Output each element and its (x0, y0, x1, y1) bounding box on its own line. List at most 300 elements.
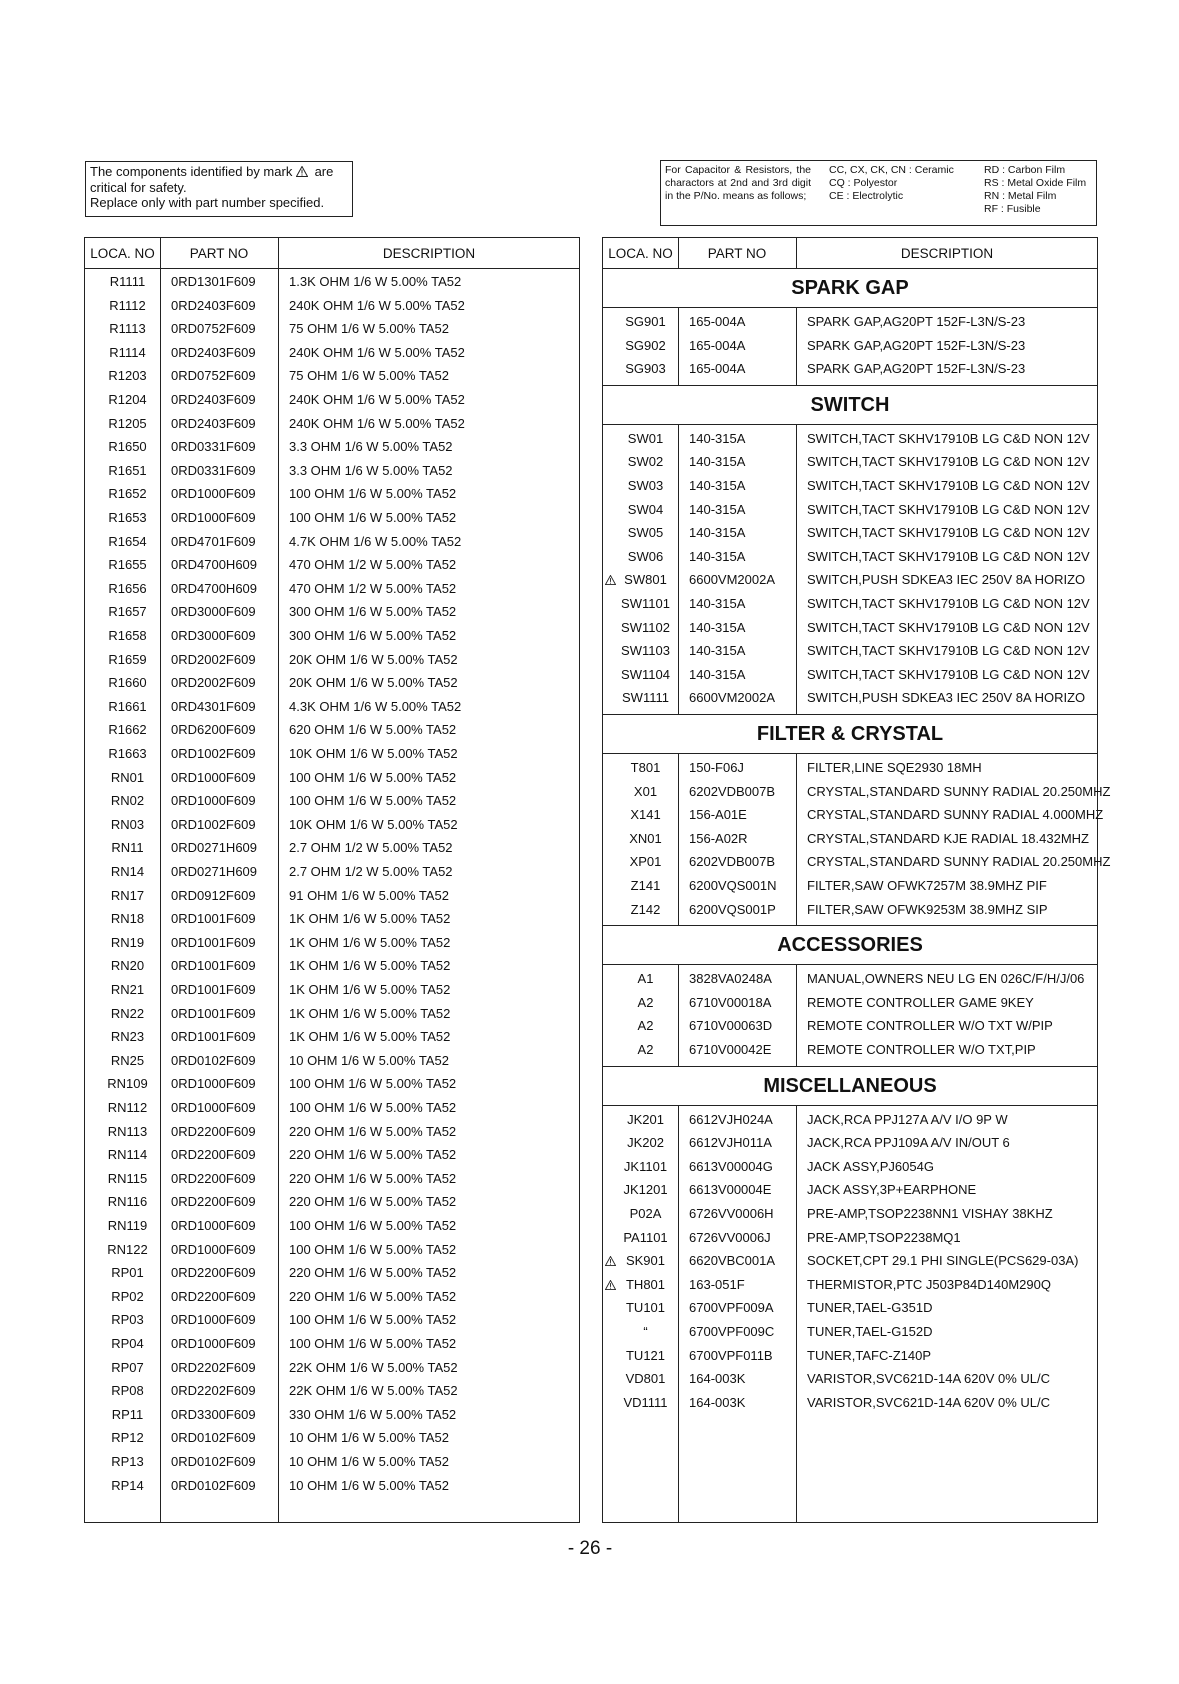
description: CRYSTAL,STANDARD SUNNY RADIAL 20.250MHZ (807, 783, 1111, 799)
loca-no: RN119 (107, 1218, 148, 1233)
description: 1K OHM 1/6 W 5.00% TA52 (289, 982, 451, 997)
table-row (85, 1285, 579, 1309)
part-no: 0RD1301F609 (171, 274, 256, 289)
table-row (85, 506, 579, 530)
loca-no: SK901 (625, 1253, 666, 1269)
table-row (603, 991, 1097, 1015)
description: 100 OHM 1/6 W 5.00% TA52 (289, 1312, 457, 1328)
loca-no: RP03 (111, 1312, 144, 1328)
part-no: 0RD1001F609 (171, 982, 256, 997)
loca-no: R1655 (108, 557, 147, 573)
description: 100 OHM 1/6 W 5.00% TA52 (289, 486, 457, 502)
part-no: 0RD3000F609 (171, 628, 256, 643)
description: 3.3 OHM 1/6 W 5.00% TA52 (289, 439, 453, 455)
part-no: 0RD2002F609 (171, 675, 256, 691)
description: CRYSTAL,STANDARD SUNNY RADIAL 20.250MHZ (807, 854, 1111, 870)
description: VARISTOR,SVC621D-14A 620V 0% UL/C (807, 1371, 1051, 1387)
loca-no: R1661 (108, 698, 147, 714)
part-no: 0RD4301F609 (171, 698, 256, 714)
table-row (603, 545, 1097, 569)
table-row (603, 1391, 1097, 1415)
legend-intro: For Capacitor & Resistors, the charactors at 2nd and 3rd digit in the P/No. means as follows; (665, 164, 811, 202)
part-no: 6200VQS001P (689, 901, 776, 917)
table-row (85, 718, 579, 742)
parts-table-left (84, 237, 580, 1523)
table-row (603, 1014, 1097, 1038)
loca-no: RN11 (111, 840, 144, 856)
table-row (85, 412, 579, 436)
loca-no: SW1111 (622, 690, 669, 706)
table-row (85, 954, 579, 978)
part-no: 0RD1002F609 (171, 816, 256, 832)
description: 1K OHM 1/6 W 5.00% TA52 (289, 1005, 451, 1021)
loca-no: R1650 (108, 439, 147, 455)
loca-no: R1112 (109, 297, 146, 313)
part-no: 140-315A (689, 525, 746, 541)
loca-no: RP14 (111, 1477, 144, 1493)
loca-no: Z141 (630, 878, 661, 893)
table-row (603, 1273, 1097, 1297)
description: 10 OHM 1/6 W 5.00% TA52 (289, 1052, 449, 1068)
part-no: 150-F06J (689, 760, 744, 775)
description: 220 OHM 1/6 W 5.00% TA52 (289, 1123, 457, 1139)
table-row (85, 836, 579, 860)
description: 75 OHM 1/6 W 5.00% TA52 (289, 321, 449, 337)
legend-item: CQ : Polyestor (829, 177, 898, 189)
part-no: 0RD1001F609 (171, 911, 256, 927)
loca-no: VD1111 (623, 1394, 668, 1410)
table-row (85, 671, 579, 695)
description: 220 OHM 1/6 W 5.00% TA52 (289, 1147, 457, 1163)
table-row (603, 1296, 1097, 1320)
part-no: 0RD0752F609 (171, 321, 256, 337)
part-no: 6710V00042E (689, 1042, 772, 1057)
part-no: 0RD1001F609 (171, 1005, 256, 1021)
table-row (85, 341, 579, 365)
part-no: 0RD1000F609 (171, 510, 256, 525)
loca-no: SW01 (627, 430, 664, 446)
description: 10K OHM 1/6 W 5.00% TA52 (289, 816, 458, 832)
part-no: 6710V00063D (689, 1018, 773, 1034)
description: SPARK GAP,AG20PT 152F-L3N/S-23 (807, 337, 1026, 353)
safety-note-line1 (90, 164, 348, 180)
part-no: 0RD0752F609 (171, 368, 256, 384)
loca-no: RN113 (107, 1123, 148, 1139)
header-description: DESCRIPTION (382, 246, 476, 261)
table-row (85, 1167, 579, 1191)
description: 4.7K OHM 1/6 W 5.00% TA52 (289, 533, 462, 549)
table-row (603, 568, 1097, 592)
part-no: 164-003K (689, 1371, 746, 1387)
description: 220 OHM 1/6 W 5.00% TA52 (289, 1170, 457, 1186)
loca-no: R1658 (108, 628, 147, 643)
description: 1K OHM 1/6 W 5.00% TA52 (289, 958, 451, 974)
part-no: 0RD1001F609 (171, 934, 256, 950)
table-row (85, 1474, 579, 1498)
description: 100 OHM 1/6 W 5.00% TA52 (289, 769, 457, 785)
description: FILTER,LINE SQE2930 18MH (807, 760, 982, 775)
loca-no: X141 (630, 807, 661, 823)
part-no: 0RD1000F609 (171, 1312, 256, 1328)
description: CRYSTAL,STANDARD KJE RADIAL 18.432MHZ (807, 830, 1089, 846)
description: SWITCH,TACT SKHV17910B LG C&D NON 12V (807, 596, 1090, 611)
description: VARISTOR,SVC621D-14A 620V 0% UL/C (807, 1394, 1051, 1410)
loca-no: RN109 (107, 1076, 148, 1092)
description: 22K OHM 1/6 W 5.00% TA52 (289, 1359, 458, 1375)
loca-no: XN01 (629, 830, 662, 846)
header-part-no: PART NO (189, 246, 249, 261)
loca-no: PA1101 (623, 1229, 668, 1245)
description: JACK ASSY,3P+EARPHONE (807, 1182, 977, 1198)
loca-no: A2 (637, 994, 654, 1010)
loca-no: R1662 (108, 722, 147, 738)
description: PRE-AMP,TSOP2238MQ1 (807, 1229, 961, 1245)
table-row (603, 898, 1097, 922)
part-no: 140-315A (689, 666, 746, 682)
loca-no: TU121 (625, 1347, 666, 1363)
safety-note-text: The components identified by mark (90, 164, 293, 179)
header-description: DESCRIPTION (900, 246, 994, 261)
part-no: 0RD1000F609 (171, 769, 256, 785)
part-no: 6620VBC001A (689, 1253, 776, 1269)
safety-note-line3: Replace only with part number specified. (90, 195, 325, 210)
description: SWITCH,PUSH SDKEA3 IEC 250V 8A HORIZO (807, 572, 1086, 588)
description: 240K OHM 1/6 W 5.00% TA52 (289, 392, 465, 407)
table-row (603, 427, 1097, 451)
part-no: 0RD2200F609 (171, 1288, 256, 1304)
part-no: 0RD2403F609 (171, 415, 256, 431)
table-row (85, 931, 579, 955)
table-row (603, 592, 1097, 616)
legend-item: RS : Metal Oxide Film (984, 177, 1087, 189)
table-row (85, 624, 579, 648)
part-no: 0RD0102F609 (171, 1052, 256, 1068)
loca-no: R1656 (108, 580, 147, 596)
part-no: 0RD2403F609 (171, 392, 256, 407)
loca-no: R1651 (108, 462, 147, 478)
loca-no: R1663 (108, 746, 147, 761)
table-row (603, 1131, 1097, 1155)
description: REMOTE CONTROLLER GAME 9KEY (807, 994, 1034, 1010)
part-no: 6202VDB007B (689, 783, 776, 799)
description: 620 OHM 1/6 W 5.00% TA52 (289, 722, 457, 738)
description: 100 OHM 1/6 W 5.00% TA52 (289, 1336, 457, 1351)
description: SPARK GAP,AG20PT 152F-L3N/S-23 (807, 361, 1026, 377)
description: 10 OHM 1/6 W 5.00% TA52 (289, 1430, 449, 1446)
loca-no: P02A (629, 1206, 662, 1221)
description: SWITCH,TACT SKHV17910B LG C&D NON 12V (807, 478, 1090, 493)
part-no: 0RD2403F609 (171, 344, 256, 360)
description: 1K OHM 1/6 W 5.00% TA52 (289, 911, 451, 927)
description: SWITCH,TACT SKHV17910B LG C&D NON 12V (807, 666, 1090, 682)
loca-no: RP07 (111, 1359, 144, 1375)
description: FILTER,SAW OFWK7257M 38.9MHZ PIF (807, 878, 1047, 893)
safety-note-text: are (314, 164, 334, 179)
description: 220 OHM 1/6 W 5.00% TA52 (289, 1288, 457, 1304)
description: 10K OHM 1/6 W 5.00% TA52 (289, 746, 458, 761)
table-row (603, 874, 1097, 898)
table-row (85, 695, 579, 719)
loca-no: X01 (633, 783, 658, 799)
part-no: 165-004A (689, 337, 746, 353)
part-no: 0RD1000F609 (171, 1076, 256, 1092)
description: SWITCH,TACT SKHV17910B LG C&D NON 12V (807, 525, 1090, 541)
description: 75 OHM 1/6 W 5.00% TA52 (289, 368, 449, 384)
loca-no: R1205 (108, 415, 147, 431)
description: 22K OHM 1/6 W 5.00% TA52 (289, 1383, 458, 1399)
loca-no: JK1201 (623, 1182, 668, 1198)
description: 100 OHM 1/6 W 5.00% TA52 (289, 1218, 457, 1233)
table-row (85, 742, 579, 766)
table-row (603, 1344, 1097, 1368)
part-no: 6202VDB007B (689, 854, 776, 870)
loca-no: R1652 (108, 486, 147, 502)
loca-no: SW801 (624, 572, 667, 588)
description: 20K OHM 1/6 W 5.00% TA52 (289, 675, 458, 691)
header-loca-no: LOCA. NO (90, 246, 155, 261)
table-row (85, 1049, 579, 1073)
table-row (603, 686, 1097, 710)
part-no: 0RD1000F609 (171, 1241, 256, 1257)
part-no: 6200VQS001N (689, 878, 777, 893)
safety-note-line2: critical for safety. (90, 179, 187, 195)
loca-no: JK202 (627, 1135, 664, 1151)
loca-no: RN23 (110, 1029, 145, 1045)
table-row (85, 978, 579, 1002)
part-no: 156-A01E (689, 807, 747, 823)
description: 1K OHM 1/6 W 5.00% TA52 (289, 934, 451, 950)
part-no: 156-A02R (689, 830, 748, 846)
loca-no: SW1104 (621, 666, 670, 682)
part-no: 0RD2200F609 (171, 1170, 256, 1186)
part-no: 163-051F (689, 1276, 745, 1292)
loca-no: RN114 (107, 1147, 148, 1163)
description: 4.3K OHM 1/6 W 5.00% TA52 (289, 698, 462, 714)
part-no: 0RD1000F609 (171, 1336, 256, 1351)
loca-no: SW1102 (621, 619, 670, 635)
part-no: 0RD2200F609 (171, 1194, 256, 1210)
loca-no: RN20 (110, 958, 145, 974)
table-row (85, 270, 579, 294)
loca-no: RN21 (110, 982, 145, 997)
loca-no: RP12 (111, 1430, 144, 1446)
part-no: 0RD4701F609 (171, 533, 256, 549)
table-row (85, 577, 579, 601)
part-no: 0RD6200F609 (171, 722, 256, 738)
loca-no: RN01 (110, 769, 145, 785)
table-row (85, 1002, 579, 1026)
part-no: 0RD2200F609 (171, 1123, 256, 1139)
loca-no: R1113 (109, 321, 146, 337)
loca-no: SW1101 (621, 596, 670, 611)
description: REMOTE CONTROLLER W/O TXT W/PIP (807, 1018, 1053, 1034)
loca-no: JK1101 (623, 1158, 668, 1174)
table-row (603, 967, 1097, 991)
loca-no: “ (643, 1324, 648, 1339)
table-row (603, 1155, 1097, 1179)
part-no: 165-004A (689, 314, 746, 329)
table-row (603, 1202, 1097, 1226)
parts-table-right (602, 237, 1111, 1523)
loca-no: RN03 (110, 816, 145, 832)
table-row (85, 648, 579, 672)
description: 470 OHM 1/2 W 5.00% TA52 (289, 580, 457, 596)
table-row (85, 553, 579, 577)
table-row (85, 1332, 579, 1356)
part-no: 140-315A (689, 478, 746, 493)
description: 1.3K OHM 1/6 W 5.00% TA52 (289, 274, 462, 289)
loca-no: SW06 (627, 548, 664, 564)
part-no: 6700VPF009A (689, 1300, 774, 1316)
loca-no: VD801 (625, 1371, 666, 1387)
table-row (603, 334, 1097, 358)
loca-no: RN22 (110, 1005, 145, 1021)
description: TUNER,TAFC-Z140P (807, 1347, 931, 1363)
loca-no: R1654 (108, 533, 147, 549)
description: SPARK GAP,AG20PT 152F-L3N/S-23 (807, 314, 1026, 329)
description: 100 OHM 1/6 W 5.00% TA52 (289, 1241, 457, 1257)
table-header (85, 238, 579, 269)
part-no: 0RD1000F609 (171, 1218, 256, 1233)
table-row (85, 1308, 579, 1332)
table-row (85, 1356, 579, 1380)
part-no: 0RD2202F609 (171, 1383, 256, 1399)
loca-no: RN02 (110, 793, 145, 809)
section-heading: ACCESSORIES (603, 925, 1097, 965)
part-no: 0RD3000F609 (171, 604, 256, 620)
table-row (603, 1226, 1097, 1250)
loca-no: RP13 (111, 1454, 144, 1469)
description: SWITCH,TACT SKHV17910B LG C&D NON 12V (807, 548, 1090, 564)
table-row (603, 1178, 1097, 1202)
table-row (85, 1072, 579, 1096)
loca-no: JK201 (627, 1111, 664, 1127)
part-no: 164-003K (689, 1394, 746, 1410)
loca-no: TU101 (625, 1300, 666, 1316)
description: 240K OHM 1/6 W 5.00% TA52 (289, 297, 465, 313)
part-no: 0RD1002F609 (171, 746, 256, 761)
table-row (603, 780, 1111, 804)
table-row (603, 1108, 1097, 1132)
table-row (85, 1403, 579, 1427)
description: SOCKET,CPT 29.1 PHI SINGLE(PCS629-03A) (807, 1253, 1079, 1269)
description: FILTER,SAW OFWK9253M 38.9MHZ SIP (807, 901, 1048, 917)
loca-no: SW1103 (621, 643, 670, 659)
legend-item: CE : Electrolytic (829, 190, 904, 202)
warning-triangle-icon (296, 166, 308, 177)
part-no: 0RD0331F609 (171, 439, 256, 455)
loca-no: SW02 (627, 454, 664, 470)
part-no: 6726VV0006J (689, 1229, 771, 1245)
description: TUNER,TAEL-G351D (807, 1300, 933, 1316)
part-no: 140-315A (689, 548, 746, 564)
loca-no: XP01 (629, 854, 662, 870)
part-no: 0RD1001F609 (171, 958, 256, 974)
table-row (85, 1379, 579, 1403)
loca-no: Z142 (630, 901, 661, 917)
loca-no: R1660 (108, 675, 147, 691)
part-no: 0RD0271H609 (171, 864, 258, 879)
part-no: 0RD2403F609 (171, 297, 256, 313)
table-row (603, 498, 1097, 522)
table-row (85, 1190, 579, 1214)
table-row (85, 1214, 579, 1238)
part-no: 6600VM2002A (689, 572, 776, 588)
description: 1K OHM 1/6 W 5.00% TA52 (289, 1029, 451, 1045)
table-row (603, 803, 1104, 827)
loca-no: RP11 (111, 1406, 144, 1422)
loca-no: SW04 (627, 501, 664, 517)
part-number-legend (660, 160, 1097, 226)
loca-no: R1114 (109, 344, 146, 360)
table-row (85, 600, 579, 624)
table-row (603, 1320, 1097, 1344)
part-no: 0RD3300F609 (171, 1406, 256, 1422)
loca-no: RN18 (110, 911, 145, 927)
description: REMOTE CONTROLLER W/O TXT,PIP (807, 1042, 1036, 1057)
part-no: 6726VV0006H (689, 1206, 774, 1221)
part-no: 0RD4700H609 (171, 580, 258, 596)
loca-no: R1653 (108, 510, 147, 525)
description: SWITCH,TACT SKHV17910B LG C&D NON 12V (807, 454, 1090, 470)
part-no: 0RD2202F609 (171, 1359, 256, 1375)
description: SWITCH,TACT SKHV17910B LG C&D NON 12V (807, 619, 1090, 635)
loca-no: SW05 (627, 525, 664, 541)
part-no: 0RD0912F609 (171, 887, 256, 903)
table-row (603, 310, 1097, 334)
part-no: 140-315A (689, 430, 746, 446)
table-row (85, 813, 579, 837)
part-no: 6613V00004E (689, 1182, 772, 1198)
table-row (603, 756, 1097, 780)
table-row (85, 884, 579, 908)
table-row (85, 364, 579, 388)
loca-no: T801 (630, 760, 661, 775)
table-row (85, 1143, 579, 1167)
loca-no: RN25 (110, 1052, 145, 1068)
table-row (85, 766, 579, 790)
part-no: 0RD1000F609 (171, 793, 256, 809)
table-row (85, 1450, 579, 1474)
description: 10 OHM 1/6 W 5.00% TA52 (289, 1477, 449, 1493)
loca-no: R1203 (108, 368, 147, 384)
table-row (85, 1238, 579, 1262)
part-no: 0RD2002F609 (171, 651, 256, 667)
part-no: 0RD0102F609 (171, 1454, 256, 1469)
part-no: 6612VJH024A (689, 1111, 773, 1127)
table-row (603, 639, 1097, 663)
description: PRE-AMP,TSOP2238NN1 VISHAY 38KHZ (807, 1206, 1053, 1221)
description: 300 OHM 1/6 W 5.00% TA52 (289, 604, 457, 620)
description: 300 OHM 1/6 W 5.00% TA52 (289, 628, 457, 643)
part-no: 0RD4700H609 (171, 557, 258, 573)
table-row (85, 907, 579, 931)
part-no: 6612VJH011A (689, 1135, 772, 1151)
loca-no: A1 (637, 971, 654, 987)
loca-no: SG902 (625, 337, 666, 353)
description: 2.7 OHM 1/2 W 5.00% TA52 (289, 840, 453, 856)
loca-no: SG903 (625, 361, 666, 377)
part-no: 0RD0271H609 (171, 840, 258, 856)
loca-no: R1657 (108, 604, 147, 620)
description: 100 OHM 1/6 W 5.00% TA52 (289, 510, 457, 525)
loca-no: RN17 (110, 887, 145, 903)
loca-no: SG901 (625, 314, 666, 329)
header-part-no: PART NO (707, 246, 767, 261)
loca-no: RN122 (107, 1241, 148, 1257)
section-heading: FILTER & CRYSTAL (603, 714, 1097, 754)
table-row (603, 1367, 1097, 1391)
